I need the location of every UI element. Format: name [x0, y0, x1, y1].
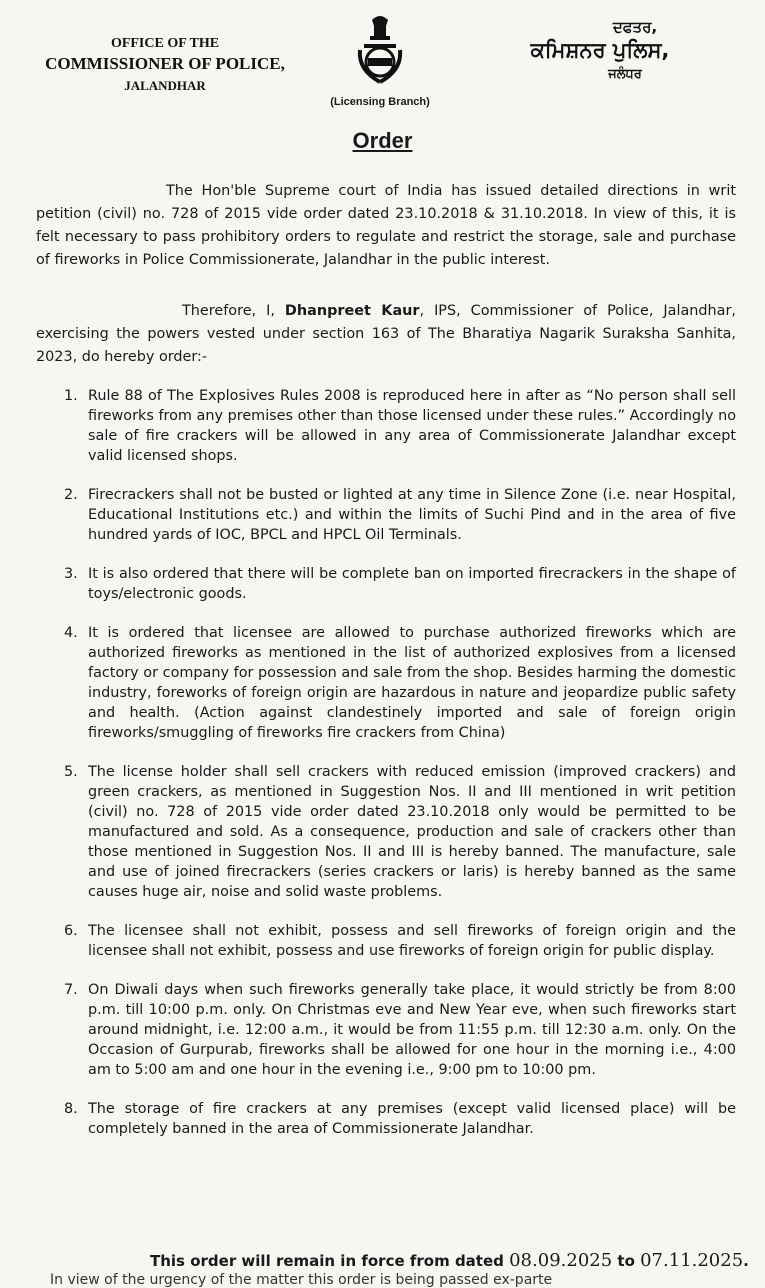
- item-number: 3.: [64, 566, 78, 582]
- order-item: [56, 386, 736, 466]
- office-line-1: OFFICE OF THE: [110, 36, 220, 51]
- police-emblem: [318, 14, 442, 108]
- punjabi-line-2: ਕਮਿਸ਼ਨਰ ਪੁਲਿਸ,: [530, 38, 670, 62]
- validity-text-mid: to: [612, 1252, 641, 1270]
- order-item: [56, 485, 736, 545]
- item-number: 7.: [64, 982, 78, 998]
- authority-paragraph: [36, 300, 736, 369]
- order-item: [56, 564, 736, 604]
- cut-off-line: In view of the urgency of the matter this order is being passed ex-parte: [50, 1272, 553, 1288]
- item-text: The license holder shall sell crackers with reduced emission (improved crackers) and green crackers, as mentioned in Suggestion Nos. II and III mentioned in writ petition (civil) no. 728 of 2015 vide order dated 23.10.2018 only would be permitted to be manufactured and sold. As a consequence, production and sale of crackers other than those mentioned in Suggestion Nos. II and III is hereby banned. The manufacture, sale and use of joined firecrackers (series crackers or laris) is hereby banned as the same causes huge air, noise and solid waste problems.: [88, 764, 736, 900]
- order-item: [56, 921, 736, 961]
- item-text: It is ordered that licensee are allowed to purchase authorized fireworks which are authorized fireworks as mentioned in the list of authorized explosives from a licensed factory or company for possession and sale from the shop. Besides harming the domestic industry, foreworks of foreign origin are hazardous in nature and jeopardize public safety and health. (Action against clandestinely imported and sale of foreign origin fireworks/smuggling of fireworks fire crackers from China): [88, 625, 736, 741]
- validity-statement: [150, 1250, 750, 1271]
- item-number: 4.: [64, 625, 78, 641]
- item-number: 1.: [64, 388, 78, 404]
- punjabi-line-1: ਦਫਤਰ,: [612, 18, 658, 36]
- police-emblem-icon: [350, 14, 410, 92]
- order-item: [56, 980, 736, 1080]
- authority-text-after: , IPS, Commissioner of Police, Jalandhar, exercising the powers vested under section 163 of The Bharatiya Nagarik Suraksha Sanhita, 2023, do hereby order:-: [36, 303, 736, 365]
- office-line-2: COMMISSIONER OF POLICE,: [45, 54, 285, 73]
- date-to: 07.11.2025: [640, 1250, 744, 1271]
- office-header-punjabi: [500, 18, 700, 82]
- validity-text-end: .: [743, 1252, 749, 1270]
- item-number: 5.: [64, 764, 78, 780]
- item-text: Rule 88 of The Explosives Rules 2008 is reproduced here in after as “No person shall sell fireworks from any premises other than those licensed under these rules.” Accordingly no sale of fire crackers will be allowed in any area of Commissionerate Jalandhar except valid licensed shops.: [88, 388, 736, 464]
- office-header-english: [40, 36, 290, 94]
- item-text: It is also ordered that there will be complete ban on imported firecrackers in the shape of toys/electronic goods.: [88, 566, 736, 602]
- document-title: Order: [352, 128, 413, 153]
- punjabi-line-3: ਜਲੰਧਰ: [608, 67, 642, 82]
- order-item: [56, 623, 736, 743]
- item-text: On Diwali days when such fireworks generally take place, it would strictly be from 8:00 p.m. till 10:00 p.m. only. On Christmas eve and New Year eve, when such fireworks start around midnight, i.e. 12:00 a.m., it would be from 11:55 p.m. till 12:30 a.m. only. On the Occasion of Gurpurab, fireworks shall be allowed for one hour in the morning i.e., 4:00 am to 5:00 am and one hour in the evening i.e., 9:00 pm to 10:00 pm.: [88, 982, 736, 1078]
- order-items: [56, 386, 736, 1139]
- date-from: 08.09.2025: [509, 1250, 613, 1271]
- item-text: The storage of fire crackers at any premises (except valid licensed place) will be completely banned in the area of Commissionerate Jalandhar.: [88, 1101, 736, 1137]
- intro-paragraph: The Hon'ble Supreme court of India has issued detailed directions in writ petition (civil) no. 728 of 2015 vide order dated 23.10.2018 & 31.10.2018. In view of this, it is felt necessary to pass prohibitory orders to regulate and restrict the storage, sale and purchase of fireworks in Police Commissionerate, Jalandhar in the public interest.: [36, 183, 736, 268]
- item-text: Firecrackers shall not be busted or lighted at any time in Silence Zone (i.e. near Hospital, Educational Institutions etc.) and within the limits of Suchi Pind and in the area of five hundred yards of IOC, BPCL and HPCL Oil Terminals.: [88, 487, 736, 543]
- validity-text-before: This order will remain in force from dated: [150, 1252, 510, 1270]
- order-item: [56, 762, 736, 902]
- order-item: [56, 1099, 736, 1139]
- item-text: The licensee shall not exhibit, possess and sell fireworks of foreign origin and the licensee shall not exhibit, possess and use fireworks of foreign origin for public display.: [88, 923, 736, 959]
- item-number: 8.: [64, 1101, 78, 1117]
- branch-label: (Licensing Branch): [330, 96, 430, 108]
- office-line-3: JALANDHAR: [124, 78, 206, 93]
- item-number: 6.: [64, 923, 78, 939]
- authority-text-before: Therefore, I,: [182, 303, 285, 319]
- commissioner-name: Dhanpreet Kaur: [284, 303, 420, 319]
- item-number: 2.: [64, 487, 78, 503]
